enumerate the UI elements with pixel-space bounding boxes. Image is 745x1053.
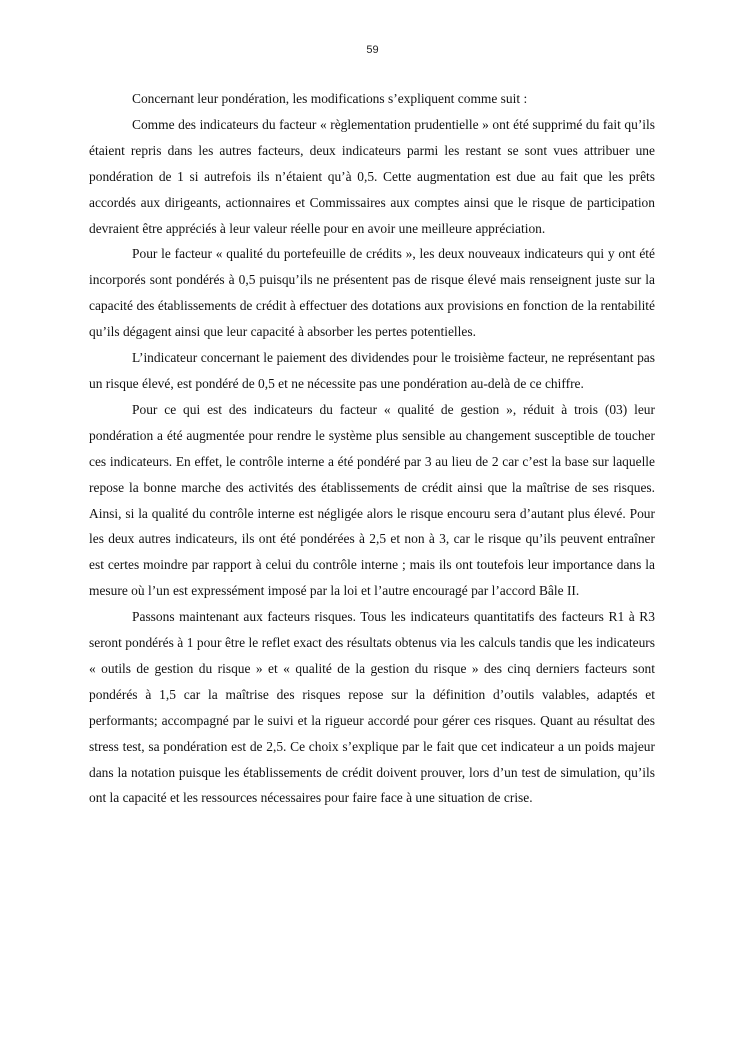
paragraph-intro: Concernant leur pondération, les modifications s’expliquent comme suit : (132, 91, 528, 106)
paragraph-prudential-regulation: Comme des indicateurs du facteur « règlementation prudentielle » ont été supprimé du fait qu’ils étaient repris dans les autres facteurs, deux indicateurs parmi les restant se sont vues attribuer une pondération de 1 si autrefois ils n’étaient qu’à 0,5. Cette augmentation est due au fait que les prêts accordés aux dirigeants, actionnaires et Commissaires aux comptes ainsi que le risque de participation devraient être appréciés à leur valeur réelle pour en avoir une meilleure appréciation. (89, 116, 655, 236)
paragraph-risk-factors: Passons maintenant aux facteurs risques. Tous les indicateurs quantitatifs des facteurs R1 à R3 seront pondérés à 1 pour être le reflet exact des résultats obtenus via les calculs tandis que les indicateurs « outils de gestion du risque » et « qualité de la gestion du risque » des cinq derniers facteurs sont pondérés à 1,5 car la maîtrise des risques repose sur la définition d’outils valables, adaptés et performants; accompagné par le suivi et la rigueur accordé pour gérer ces risques. Quant au résultat des stress test, sa pondération est de 2,5. Ce choix s’explique par le fait que cet indicateur a un poids majeur dans la notation puisque les établissements de crédit doivent prouver, lors d’un test de simulation, qu’ils ont la capacité et les ressources nécessaires pour faire face à une situation de crise. (89, 609, 655, 806)
paragraph-credit-portfolio: Pour le facteur « qualité du portefeuille de crédits », les deux nouveaux indicateurs qui y ont été incorporés sont pondérés à 0,5 puisqu’ils ne présentent pas de risque élevé mais renseignent juste sur la capacité des établissements de crédit à effectuer des dotations aux provisions en fonction de la rentabilité qu’ils dégagent ainsi que leur capacité à absorber les pertes potentielles. (89, 246, 655, 340)
page-number: 59 (366, 44, 379, 56)
paragraph-management-quality: Pour ce qui est des indicateurs du facteur « qualité de gestion », réduit à trois (03) leur pondération a été augmentée pour rendre le système plus sensible au changement susceptible de toucher ces indicateurs. En effet, le contrôle interne a été pondéré par 3 au lieu de 2 car c’est la base sur laquelle repose la bonne marche des activités des établissements de crédit ainsi que la maîtrise de ses risques. Ainsi, si la qualité du contrôle interne est négligée alors le risque encouru sera d’autant plus élevé. Pour les deux autres indicateurs, ils ont été pondérées à 2,5 et non à 3, car le risque qu’ils peuvent entraîner est certes moindre par rapport à celui du contrôle interne ; mais ils ont toutefois leur importance dans la mesure où l’un est expressément imposé par la loi et l’autre encouragé par l’accord Bâle II. (89, 401, 655, 599)
body-text (89, 86, 655, 811)
paragraph-dividends: L’indicateur concernant le paiement des dividendes pour le troisième facteur, ne représentant pas un risque élevé, est pondéré de 0,5 et ne nécessite pas une pondération au-delà de ce chiffre. (89, 350, 655, 391)
